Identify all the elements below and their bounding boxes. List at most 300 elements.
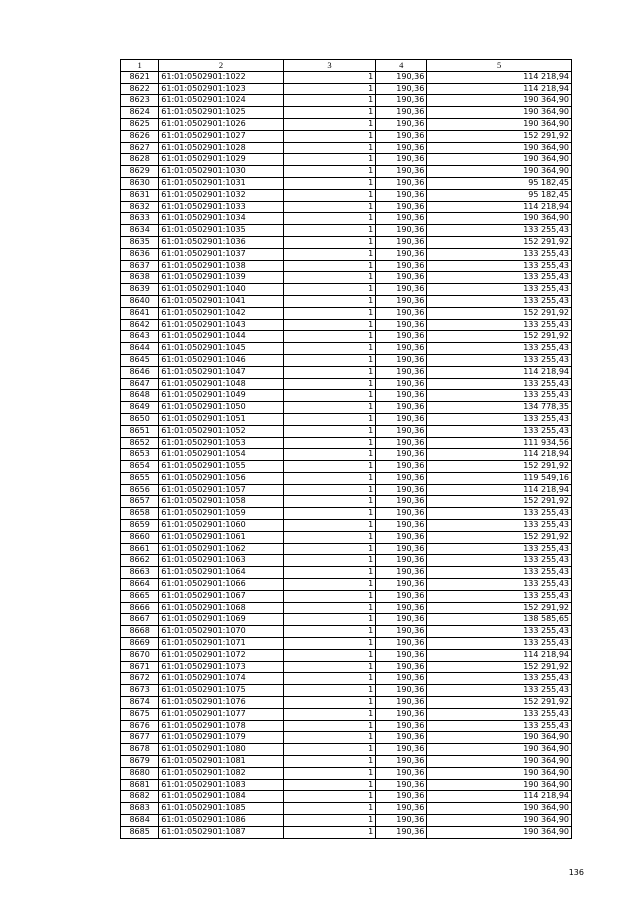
- row-number-cell: 8633: [121, 213, 159, 225]
- table-row: [121, 744, 572, 756]
- table-row: [121, 649, 572, 661]
- table-row: [121, 732, 572, 744]
- row-number-cell: 8664: [121, 579, 159, 591]
- area-cell: 190,36: [376, 567, 427, 579]
- row-number-cell: 8654: [121, 461, 159, 473]
- quantity-cell: 1: [283, 826, 376, 838]
- quantity-cell: 1: [283, 543, 376, 555]
- row-number-cell: 8667: [121, 614, 159, 626]
- quantity-cell: 1: [283, 815, 376, 827]
- value-cell: 114 218,94: [427, 649, 572, 661]
- row-number-cell: 8673: [121, 685, 159, 697]
- area-cell: 190,36: [376, 236, 427, 248]
- area-cell: 190,36: [376, 213, 427, 225]
- table-row: [121, 107, 572, 119]
- value-cell: 133 255,43: [427, 413, 572, 425]
- row-number-cell: 8642: [121, 319, 159, 331]
- row-number-cell: 8626: [121, 130, 159, 142]
- row-number-cell: 8651: [121, 425, 159, 437]
- table-row: [121, 496, 572, 508]
- quantity-cell: 1: [283, 95, 376, 107]
- area-cell: 190,36: [376, 815, 427, 827]
- cadastral-number-cell: 61:01:0502901:1046: [159, 354, 283, 366]
- value-cell: 190 364,90: [427, 95, 572, 107]
- row-number-cell: 8682: [121, 791, 159, 803]
- quantity-cell: 1: [283, 343, 376, 355]
- row-number-cell: 8640: [121, 295, 159, 307]
- row-number-cell: 8639: [121, 284, 159, 296]
- table-row: [121, 803, 572, 815]
- table-row: [121, 520, 572, 532]
- quantity-cell: 1: [283, 236, 376, 248]
- row-number-cell: 8629: [121, 166, 159, 178]
- area-cell: 190,36: [376, 71, 427, 83]
- quantity-cell: 1: [283, 284, 376, 296]
- area-cell: 190,36: [376, 83, 427, 95]
- table-row: [121, 189, 572, 201]
- cadastral-number-cell: 61:01:0502901:1066: [159, 579, 283, 591]
- row-number-cell: 8624: [121, 107, 159, 119]
- area-cell: 190,36: [376, 649, 427, 661]
- row-number-cell: 8630: [121, 177, 159, 189]
- quantity-cell: 1: [283, 779, 376, 791]
- value-cell: 114 218,94: [427, 366, 572, 378]
- area-cell: 190,36: [376, 661, 427, 673]
- cadastral-number-cell: 61:01:0502901:1043: [159, 319, 283, 331]
- cadastral-number-cell: 61:01:0502901:1053: [159, 437, 283, 449]
- cadastral-number-cell: 61:01:0502901:1044: [159, 331, 283, 343]
- value-cell: 190 364,90: [427, 732, 572, 744]
- row-number-cell: 8636: [121, 248, 159, 260]
- row-number-cell: 8661: [121, 543, 159, 555]
- table-row: [121, 484, 572, 496]
- cadastral-number-cell: 61:01:0502901:1075: [159, 685, 283, 697]
- value-cell: 114 218,94: [427, 449, 572, 461]
- quantity-cell: 1: [283, 626, 376, 638]
- quantity-cell: 1: [283, 154, 376, 166]
- table-row: [121, 295, 572, 307]
- cadastral-number-cell: 61:01:0502901:1035: [159, 225, 283, 237]
- header-cell-1: 1: [121, 60, 159, 72]
- table-row: [121, 661, 572, 673]
- cadastral-number-cell: 61:01:0502901:1074: [159, 673, 283, 685]
- row-number-cell: 8634: [121, 225, 159, 237]
- cadastral-number-cell: 61:01:0502901:1070: [159, 626, 283, 638]
- value-cell: 114 218,94: [427, 201, 572, 213]
- table-row: [121, 177, 572, 189]
- value-cell: 190 364,90: [427, 107, 572, 119]
- area-cell: 190,36: [376, 378, 427, 390]
- cadastral-number-cell: 61:01:0502901:1061: [159, 531, 283, 543]
- cadastral-number-cell: 61:01:0502901:1031: [159, 177, 283, 189]
- value-cell: 133 255,43: [427, 638, 572, 650]
- row-number-cell: 8649: [121, 402, 159, 414]
- table-row: [121, 354, 572, 366]
- table-row: [121, 614, 572, 626]
- table-row: [121, 272, 572, 284]
- header-cell-3: 3: [283, 60, 376, 72]
- value-cell: 133 255,43: [427, 673, 572, 685]
- area-cell: 190,36: [376, 756, 427, 768]
- row-number-cell: 8662: [121, 555, 159, 567]
- area-cell: 190,36: [376, 791, 427, 803]
- cadastral-number-cell: 61:01:0502901:1083: [159, 779, 283, 791]
- table-header: [121, 60, 572, 72]
- cadastral-number-cell: 61:01:0502901:1038: [159, 260, 283, 272]
- register-table: [120, 59, 572, 839]
- row-number-cell: 8632: [121, 201, 159, 213]
- table-row: [121, 720, 572, 732]
- table-row: [121, 815, 572, 827]
- area-cell: 190,36: [376, 260, 427, 272]
- row-number-cell: 8680: [121, 767, 159, 779]
- value-cell: 134 778,35: [427, 402, 572, 414]
- cadastral-number-cell: 61:01:0502901:1022: [159, 71, 283, 83]
- row-number-cell: 8648: [121, 390, 159, 402]
- value-cell: 152 291,92: [427, 130, 572, 142]
- quantity-cell: 1: [283, 732, 376, 744]
- area-cell: 190,36: [376, 590, 427, 602]
- value-cell: 111 934,56: [427, 437, 572, 449]
- cadastral-number-cell: 61:01:0502901:1045: [159, 343, 283, 355]
- row-number-cell: 8678: [121, 744, 159, 756]
- value-cell: 133 255,43: [427, 567, 572, 579]
- cadastral-number-cell: 61:01:0502901:1056: [159, 472, 283, 484]
- area-cell: 190,36: [376, 118, 427, 130]
- value-cell: 133 255,43: [427, 685, 572, 697]
- table-row: [121, 697, 572, 709]
- table-row: [121, 508, 572, 520]
- area-cell: 190,36: [376, 354, 427, 366]
- value-cell: 190 364,90: [427, 213, 572, 225]
- quantity-cell: 1: [283, 166, 376, 178]
- area-cell: 190,36: [376, 472, 427, 484]
- quantity-cell: 1: [283, 130, 376, 142]
- cadastral-number-cell: 61:01:0502901:1024: [159, 95, 283, 107]
- table-row: [121, 331, 572, 343]
- quantity-cell: 1: [283, 319, 376, 331]
- quantity-cell: 1: [283, 697, 376, 709]
- value-cell: 190 364,90: [427, 166, 572, 178]
- value-cell: 95 182,45: [427, 177, 572, 189]
- area-cell: 190,36: [376, 295, 427, 307]
- table-row: [121, 756, 572, 768]
- cadastral-number-cell: 61:01:0502901:1071: [159, 638, 283, 650]
- value-cell: 190 364,90: [427, 756, 572, 768]
- value-cell: 114 218,94: [427, 83, 572, 95]
- value-cell: 133 255,43: [427, 343, 572, 355]
- table-row: [121, 673, 572, 685]
- value-cell: 190 364,90: [427, 744, 572, 756]
- value-cell: 152 291,92: [427, 602, 572, 614]
- area-cell: 190,36: [376, 284, 427, 296]
- area-cell: 190,36: [376, 673, 427, 685]
- cadastral-number-cell: 61:01:0502901:1077: [159, 708, 283, 720]
- table-row: [121, 260, 572, 272]
- cadastral-number-cell: 61:01:0502901:1048: [159, 378, 283, 390]
- value-cell: 138 585,65: [427, 614, 572, 626]
- quantity-cell: 1: [283, 402, 376, 414]
- table-row: [121, 95, 572, 107]
- cadastral-number-cell: 61:01:0502901:1037: [159, 248, 283, 260]
- table-row: [121, 166, 572, 178]
- cadastral-number-cell: 61:01:0502901:1051: [159, 413, 283, 425]
- cadastral-number-cell: 61:01:0502901:1068: [159, 602, 283, 614]
- value-cell: 133 255,43: [427, 295, 572, 307]
- header-cell-4: 4: [376, 60, 427, 72]
- quantity-cell: 1: [283, 508, 376, 520]
- table-row: [121, 236, 572, 248]
- row-number-cell: 8675: [121, 708, 159, 720]
- table-row: [121, 543, 572, 555]
- area-cell: 190,36: [376, 437, 427, 449]
- value-cell: 114 218,94: [427, 71, 572, 83]
- cadastral-number-cell: 61:01:0502901:1047: [159, 366, 283, 378]
- table-row: [121, 685, 572, 697]
- value-cell: 190 364,90: [427, 154, 572, 166]
- area-cell: 190,36: [376, 732, 427, 744]
- quantity-cell: 1: [283, 614, 376, 626]
- quantity-cell: 1: [283, 579, 376, 591]
- table-row: [121, 638, 572, 650]
- row-number-cell: 8677: [121, 732, 159, 744]
- table-row: [121, 567, 572, 579]
- quantity-cell: 1: [283, 142, 376, 154]
- table-row: [121, 130, 572, 142]
- quantity-cell: 1: [283, 791, 376, 803]
- quantity-cell: 1: [283, 555, 376, 567]
- cadastral-number-cell: 61:01:0502901:1028: [159, 142, 283, 154]
- cadastral-number-cell: 61:01:0502901:1067: [159, 590, 283, 602]
- table-row: [121, 791, 572, 803]
- area-cell: 190,36: [376, 531, 427, 543]
- value-cell: 119 549,16: [427, 472, 572, 484]
- quantity-cell: 1: [283, 177, 376, 189]
- value-cell: 133 255,43: [427, 555, 572, 567]
- quantity-cell: 1: [283, 225, 376, 237]
- quantity-cell: 1: [283, 590, 376, 602]
- area-cell: 190,36: [376, 708, 427, 720]
- quantity-cell: 1: [283, 520, 376, 532]
- value-cell: 133 255,43: [427, 272, 572, 284]
- row-number-cell: 8671: [121, 661, 159, 673]
- area-cell: 190,36: [376, 496, 427, 508]
- area-cell: 190,36: [376, 685, 427, 697]
- row-number-cell: 8628: [121, 154, 159, 166]
- table-row: [121, 71, 572, 83]
- value-cell: 133 255,43: [427, 720, 572, 732]
- row-number-cell: 8650: [121, 413, 159, 425]
- value-cell: 133 255,43: [427, 260, 572, 272]
- table-row: [121, 378, 572, 390]
- table-row: [121, 213, 572, 225]
- row-number-cell: 8644: [121, 343, 159, 355]
- table-row: [121, 425, 572, 437]
- row-number-cell: 8647: [121, 378, 159, 390]
- quantity-cell: 1: [283, 484, 376, 496]
- area-cell: 190,36: [376, 142, 427, 154]
- quantity-cell: 1: [283, 354, 376, 366]
- area-cell: 190,36: [376, 177, 427, 189]
- area-cell: 190,36: [376, 826, 427, 838]
- area-cell: 190,36: [376, 248, 427, 260]
- area-cell: 190,36: [376, 331, 427, 343]
- quantity-cell: 1: [283, 744, 376, 756]
- value-cell: 190 364,90: [427, 815, 572, 827]
- quantity-cell: 1: [283, 661, 376, 673]
- area-cell: 190,36: [376, 555, 427, 567]
- area-cell: 190,36: [376, 189, 427, 201]
- area-cell: 190,36: [376, 579, 427, 591]
- value-cell: 133 255,43: [427, 626, 572, 638]
- row-number-cell: 8676: [121, 720, 159, 732]
- header-cell-2: 2: [159, 60, 283, 72]
- table-row: [121, 708, 572, 720]
- cadastral-number-cell: 61:01:0502901:1072: [159, 649, 283, 661]
- cadastral-number-cell: 61:01:0502901:1063: [159, 555, 283, 567]
- cadastral-number-cell: 61:01:0502901:1039: [159, 272, 283, 284]
- quantity-cell: 1: [283, 201, 376, 213]
- table-row: [121, 319, 572, 331]
- value-cell: 133 255,43: [427, 354, 572, 366]
- area-cell: 190,36: [376, 95, 427, 107]
- table-row: [121, 531, 572, 543]
- cadastral-number-cell: 61:01:0502901:1040: [159, 284, 283, 296]
- row-number-cell: 8645: [121, 354, 159, 366]
- value-cell: 133 255,43: [427, 520, 572, 532]
- quantity-cell: 1: [283, 567, 376, 579]
- table-row: [121, 826, 572, 838]
- table-row: [121, 449, 572, 461]
- quantity-cell: 1: [283, 449, 376, 461]
- value-cell: 190 364,90: [427, 142, 572, 154]
- table-row: [121, 779, 572, 791]
- row-number-cell: 8655: [121, 472, 159, 484]
- table-body: [121, 71, 572, 838]
- row-number-cell: 8674: [121, 697, 159, 709]
- value-cell: 114 218,94: [427, 484, 572, 496]
- area-cell: 190,36: [376, 413, 427, 425]
- value-cell: 190 364,90: [427, 779, 572, 791]
- table-row: [121, 402, 572, 414]
- table-row: [121, 590, 572, 602]
- area-cell: 190,36: [376, 543, 427, 555]
- row-number-cell: 8638: [121, 272, 159, 284]
- cadastral-number-cell: 61:01:0502901:1054: [159, 449, 283, 461]
- table-row: [121, 307, 572, 319]
- quantity-cell: 1: [283, 767, 376, 779]
- value-cell: 152 291,92: [427, 331, 572, 343]
- cadastral-number-cell: 61:01:0502901:1041: [159, 295, 283, 307]
- table-row: [121, 472, 572, 484]
- cadastral-number-cell: 61:01:0502901:1042: [159, 307, 283, 319]
- area-cell: 190,36: [376, 697, 427, 709]
- cadastral-number-cell: 61:01:0502901:1027: [159, 130, 283, 142]
- value-cell: 190 364,90: [427, 826, 572, 838]
- quantity-cell: 1: [283, 756, 376, 768]
- area-cell: 190,36: [376, 461, 427, 473]
- quantity-cell: 1: [283, 649, 376, 661]
- cadastral-number-cell: 61:01:0502901:1079: [159, 732, 283, 744]
- value-cell: 152 291,92: [427, 697, 572, 709]
- area-cell: 190,36: [376, 166, 427, 178]
- value-cell: 152 291,92: [427, 307, 572, 319]
- row-number-cell: 8665: [121, 590, 159, 602]
- cadastral-number-cell: 61:01:0502901:1076: [159, 697, 283, 709]
- table-row: [121, 142, 572, 154]
- cadastral-number-cell: 61:01:0502901:1049: [159, 390, 283, 402]
- row-number-cell: 8646: [121, 366, 159, 378]
- row-number-cell: 8627: [121, 142, 159, 154]
- value-cell: 152 291,92: [427, 531, 572, 543]
- value-cell: 133 255,43: [427, 708, 572, 720]
- value-cell: 95 182,45: [427, 189, 572, 201]
- quantity-cell: 1: [283, 331, 376, 343]
- area-cell: 190,36: [376, 744, 427, 756]
- value-cell: 133 255,43: [427, 319, 572, 331]
- value-cell: 133 255,43: [427, 284, 572, 296]
- area-cell: 190,36: [376, 272, 427, 284]
- area-cell: 190,36: [376, 402, 427, 414]
- cadastral-number-cell: 61:01:0502901:1052: [159, 425, 283, 437]
- row-number-cell: 8631: [121, 189, 159, 201]
- table-row: [121, 118, 572, 130]
- table-row: [121, 602, 572, 614]
- quantity-cell: 1: [283, 83, 376, 95]
- quantity-cell: 1: [283, 673, 376, 685]
- value-cell: 133 255,43: [427, 425, 572, 437]
- row-number-cell: 8637: [121, 260, 159, 272]
- area-cell: 190,36: [376, 720, 427, 732]
- cadastral-number-cell: 61:01:0502901:1085: [159, 803, 283, 815]
- row-number-cell: 8625: [121, 118, 159, 130]
- table-row: [121, 343, 572, 355]
- cadastral-number-cell: 61:01:0502901:1033: [159, 201, 283, 213]
- area-cell: 190,36: [376, 390, 427, 402]
- cadastral-number-cell: 61:01:0502901:1060: [159, 520, 283, 532]
- cadastral-number-cell: 61:01:0502901:1069: [159, 614, 283, 626]
- cadastral-number-cell: 61:01:0502901:1055: [159, 461, 283, 473]
- quantity-cell: 1: [283, 248, 376, 260]
- area-cell: 190,36: [376, 626, 427, 638]
- value-cell: 133 255,43: [427, 248, 572, 260]
- table-row: [121, 390, 572, 402]
- quantity-cell: 1: [283, 531, 376, 543]
- quantity-cell: 1: [283, 71, 376, 83]
- area-cell: 190,36: [376, 602, 427, 614]
- quantity-cell: 1: [283, 708, 376, 720]
- value-cell: 133 255,43: [427, 590, 572, 602]
- value-cell: 152 291,92: [427, 461, 572, 473]
- quantity-cell: 1: [283, 260, 376, 272]
- table-row: [121, 248, 572, 260]
- value-cell: 190 364,90: [427, 803, 572, 815]
- quantity-cell: 1: [283, 413, 376, 425]
- table-row: [121, 366, 572, 378]
- area-cell: 190,36: [376, 319, 427, 331]
- row-number-cell: 8684: [121, 815, 159, 827]
- area-cell: 190,36: [376, 366, 427, 378]
- area-cell: 190,36: [376, 484, 427, 496]
- table-row: [121, 284, 572, 296]
- cadastral-number-cell: 61:01:0502901:1026: [159, 118, 283, 130]
- area-cell: 190,36: [376, 767, 427, 779]
- quantity-cell: 1: [283, 496, 376, 508]
- row-number-cell: 8659: [121, 520, 159, 532]
- cadastral-number-cell: 61:01:0502901:1062: [159, 543, 283, 555]
- value-cell: 133 255,43: [427, 378, 572, 390]
- value-cell: 152 291,92: [427, 661, 572, 673]
